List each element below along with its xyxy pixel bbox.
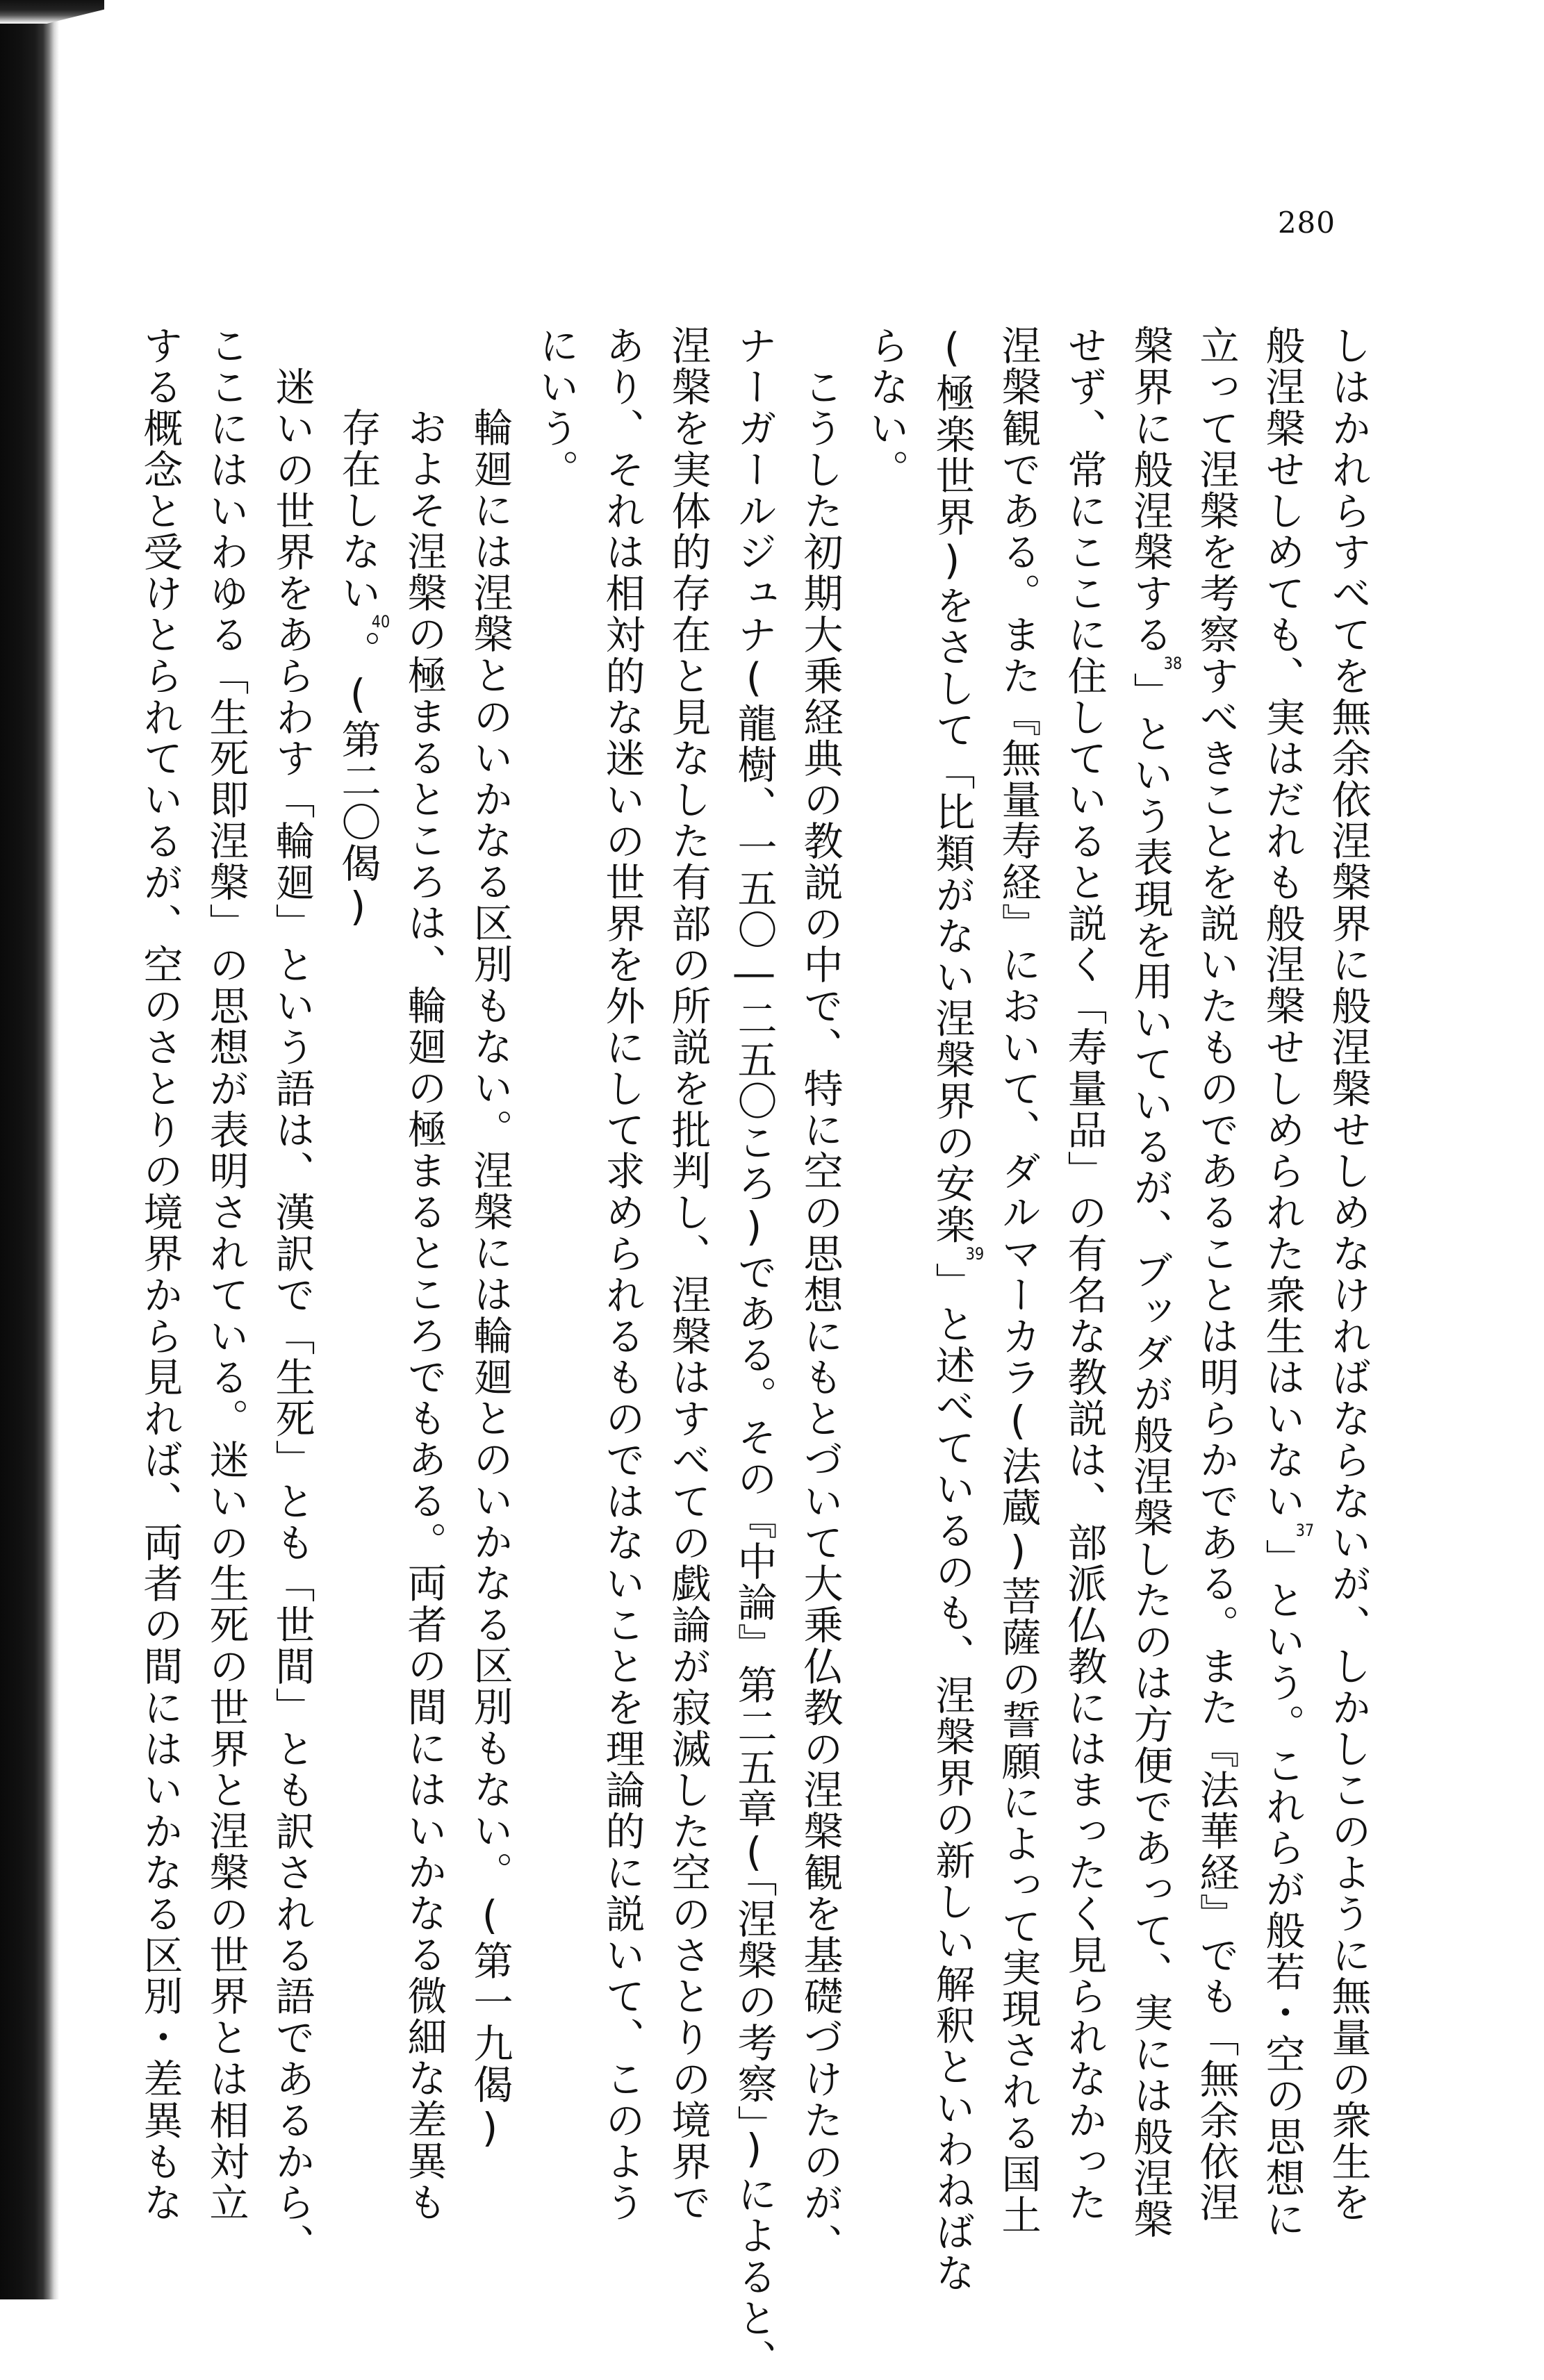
text-line: 立って涅槃を考察すべきことを説いたものであることは明らかである。また『法華経』でも「無余依涅 — [1193, 325, 1239, 2224]
text-line: 般涅槃せしめても、実はだれも般涅槃せしめられた衆生はいない37」という。これらが般若・空の思想に — [1259, 325, 1315, 2240]
text-line: にいう。 — [533, 325, 579, 490]
body-text — [126, 325, 1381, 2380]
text-line: する概念と受けとられているが、空のさとりの境界から見れば、両者の間にはいかなる区別・差異もな — [137, 325, 183, 2224]
footnote-ref: 38 — [1163, 655, 1183, 672]
page-number: 280 — [1277, 206, 1336, 240]
text-line: 槃界に般涅槃する38」という表現を用いているが、ブッダが般涅槃したのは方便であって、実には般涅槃 — [1127, 325, 1183, 2240]
text-line: こうした初期大乗経典の教説の中で、特に空の思想にもとづいて大乗仏教の涅槃観を基礎づけたのが、 — [797, 325, 843, 2265]
text-line: あり、それは相対的な迷いの世界を外にして求められるものではないことを理論的に説いて、このよう — [599, 325, 645, 2224]
text-line: 迷いの世界をあらわす「輪廻」という語は、漢訳で「生死」とも「世間」とも訳される語であるから、 — [269, 325, 315, 2265]
text-line: ここにはいわゆる「生死即涅槃」の思想が表明されている。迷いの生死の世界と涅槃の世界とは相対立 — [203, 325, 249, 2224]
quote-line: およそ涅槃の極まるところは、輪廻の極まるところでもある。両者の間にはいかなる微細な差異も — [401, 407, 447, 2223]
text-line: (極楽世界)をさして「比類がない涅槃界の安楽39」と述べているのも、涅槃界の新しい解釈といわねばな — [929, 325, 985, 2294]
footnote-ref: 37 — [1295, 1521, 1315, 1539]
text-line: らない。 — [863, 325, 909, 490]
text-line: 涅槃観である。また『無量寿経』において、ダルマーカラ(法蔵)菩薩の誓願によって実現される国土 — [995, 325, 1041, 2236]
text-line: 涅槃を実体的存在と見なした有部の所説を批判し、涅槃はすべての戯論が寂滅した空のさとりの境界で — [665, 325, 711, 2224]
text-line: しはかれらすべてを無余依涅槃界に般涅槃せしめなければならないが、しかしこのように無量の衆生を — [1325, 325, 1371, 2224]
footnote-ref: 39 — [965, 1245, 985, 1262]
footnote-ref: 40 — [371, 613, 391, 630]
binding-corner — [0, 0, 104, 24]
binding-edge — [0, 0, 59, 2299]
quote-line: 輪廻には涅槃とのいかなる区別もない。涅槃には輪廻とのいかなる区別もない。(第一九偈) — [467, 407, 513, 2153]
quote-line: 存在しない40。(第二〇偈) — [335, 407, 391, 932]
text-line: せず、常にここに住していると説く「寿量品」の有名な教説は、部派仏教にはまったく見られなかった — [1061, 325, 1107, 2224]
text-line: ナーガールジュナ(龍樹、一五〇―二五〇ころ)である。その『中論』第二五章(「涅槃の考察」)によると、 — [731, 325, 777, 2380]
